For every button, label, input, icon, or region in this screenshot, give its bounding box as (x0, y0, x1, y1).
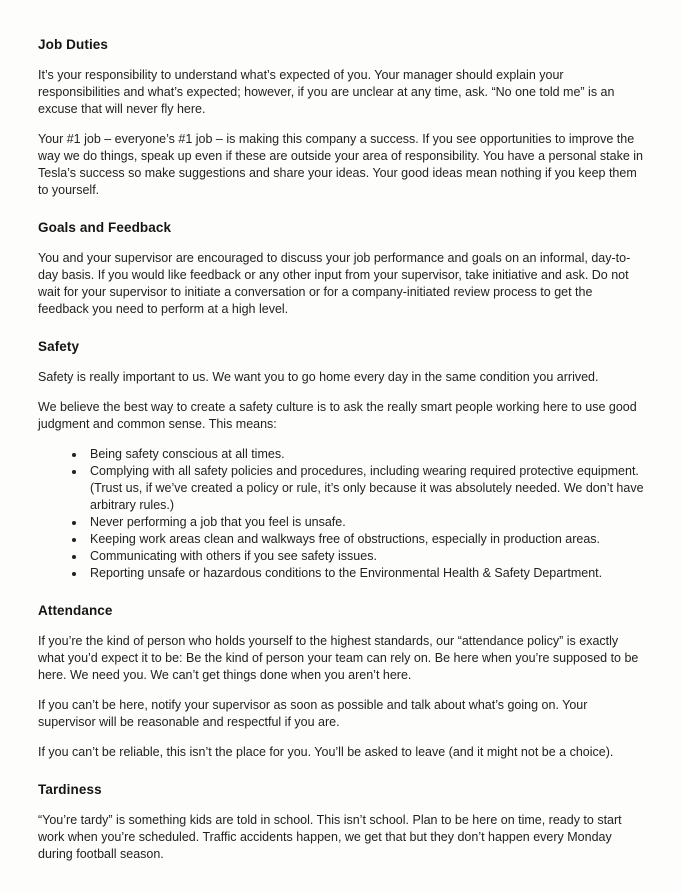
bullet-item: • Keeping work areas clean and walkways free of obstructions, especially in production areas. (86, 531, 644, 548)
section-goals-and-feedback (38, 219, 644, 318)
section-attendance (38, 602, 644, 761)
bullet-item: • Complying with all safety policies and procedures, including wearing required protective equipment. (Trust us, if we’ve created a policy or rule, it’s only because it was absolutely needed. We don’t have arbitrary rules.) (86, 463, 644, 514)
section-tardiness (38, 781, 644, 863)
bullet-item: • Communicating with others if you see safety issues. (86, 548, 644, 565)
bullet-item: • Never performing a job that you feel is unsafe. (86, 514, 644, 531)
paragraph: If you’re the kind of person who holds yourself to the highest standards, our “attendance policy” is exactly what you’d expect it to be: Be the kind of person your team can rely on. Be here when you’re supposed to be here. We need you. We can’t get things done when you aren’t here. (38, 634, 639, 682)
paragraph: If you can’t be here, notify your supervisor as soon as possible and talk about what’s going on. Your supervisor will be reasonable and respectful if you are. (38, 698, 588, 729)
paragraph: It’s your responsibility to understand what’s expected of you. Your manager should explain your responsibilities and what’s expected; however, if you are unclear at any time, ask. “No one told me” is an excuse that will never fly here. (38, 68, 615, 116)
paragraph: You and your supervisor are encouraged to discuss your job performance and goals on an informal, day-to-day basis. If you would like feedback or any other input from your supervisor, take initiative and ask. Do not wait for your supervisor to initiate a conversation or for a company-initiated review process to get the feedback you need to perform at a high level. (38, 251, 631, 316)
safety-bullet-list (38, 446, 644, 582)
paragraph: If you can’t be reliable, this isn’t the place for you. You’ll be asked to leave (and it might not be a choice). (38, 745, 614, 759)
section-heading-attendance: Attendance (38, 603, 113, 618)
bullet-item: • Reporting unsafe or hazardous conditions to the Environmental Health & Safety Department. (86, 565, 644, 582)
section-safety (38, 338, 644, 582)
paragraph: Your #1 job – everyone’s #1 job – is making this company a success. If you see opportunities to improve the way we do things, speak up even if these are outside your area of responsibility. You have a personal stake in Tesla’s success so make suggestions and share your ideas. Your good ideas mean nothing if you keep them to yourself. (38, 132, 644, 197)
paragraph: Safety is really important to us. We want you to go home every day in the same condition you arrived. (38, 370, 599, 384)
section-heading-job-duties: Job Duties (38, 37, 109, 52)
section-job-duties (38, 36, 644, 199)
section-heading-goals-and-feedback: Goals and Feedback (38, 220, 172, 235)
bullet-item: • Being safety conscious at all times. (86, 446, 644, 463)
section-heading-tardiness: Tardiness (38, 782, 102, 797)
paragraph: “You’re tardy” is something kids are told in school. This isn’t school. Plan to be here on time, ready to start work when you’re scheduled. Traffic accidents happen, we get that but they don’t happen every Monday during football season. (38, 813, 622, 861)
section-heading-safety: Safety (38, 339, 80, 354)
paragraph: We believe the best way to create a safety culture is to ask the really smart people working here to use good judgment and common sense. This means: (38, 400, 637, 431)
